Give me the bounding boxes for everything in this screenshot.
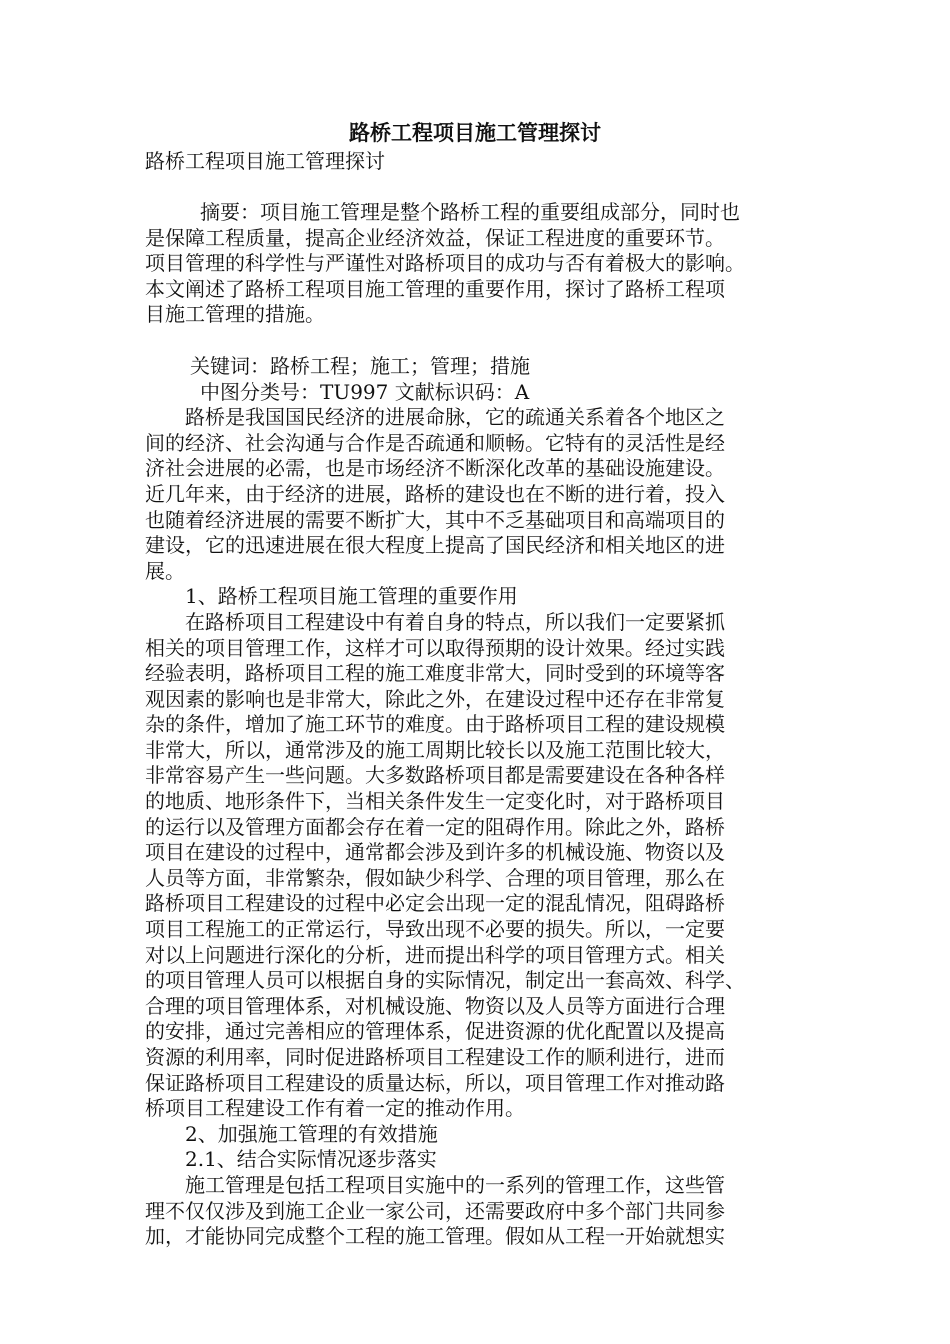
abstract-line: 摘要：项目施工管理是整个路桥工程的重要组成部分，同时也 xyxy=(200,200,740,224)
section1-paragraph xyxy=(145,610,805,1122)
section2-1-line: 施工管理是包括工程项目实施中的一系列的管理工作，这些管 xyxy=(185,1172,725,1197)
intro-line: 间的经济、社会沟通与合作是否疏通和顺畅。它特有的灵活性是经 xyxy=(145,430,725,455)
section1-line: 项目工程施工的正常运行，导致出现不必要的损失。所以，一定要 xyxy=(145,917,725,942)
classification-line: 中图分类号：TU997 文献标识码：A xyxy=(200,379,530,404)
intro-line: 建设，它的迅速进展在很大程度上提高了国民经济和相关地区的进 xyxy=(145,533,725,558)
intro-line: 路桥是我国国民经济的进展命脉，它的疏通关系着各个地区之 xyxy=(185,405,725,430)
section1-line: 路桥项目工程建设的过程中必定会出现一定的混乱情况，阻碍路桥 xyxy=(145,891,725,916)
section1-line: 项目在建设的过程中，通常都会涉及到许多的机械设施、物资以及 xyxy=(145,840,725,865)
abstract-line: 项目管理的科学性与严谨性对路桥项目的成功与否有着极大的影响。 xyxy=(145,251,745,276)
section1-line: 观因素的影响也是非常大，除此之外，在建设过程中还存在非常复 xyxy=(145,686,725,711)
section1-line: 的地质、地形条件下，当相关条件发生一定变化时，对于路桥项目 xyxy=(145,789,725,814)
section1-line: 保证路桥项目工程建设的质量达标，所以，项目管理工作对推动路 xyxy=(145,1070,725,1095)
section1-line: 非常大，所以，通常涉及的施工周期比较长以及施工范围比较大， xyxy=(145,737,725,762)
section1-line: 合理的项目管理体系，对机械设施、物资以及人员等方面进行合理 xyxy=(145,993,725,1018)
abstract-line: 本文阐述了路桥工程项目施工管理的重要作用，探讨了路桥工程项 xyxy=(145,276,725,301)
intro-line: 展。 xyxy=(145,558,185,583)
section1-heading: 1、路桥工程项目施工管理的重要作用 xyxy=(185,584,518,609)
section2-1-line: 理不仅仅涉及到施工企业一家公司，还需要政府中多个部门共同参 xyxy=(145,1198,725,1223)
section1-line: 相关的项目管理工作，这样才可以取得预期的设计效果。经过实践 xyxy=(145,635,725,660)
section2-1-line: 加，才能协同完成整个工程的施工管理。假如从工程一开始就想实 xyxy=(145,1224,725,1249)
document-page xyxy=(145,118,805,1250)
intro-paragraph xyxy=(145,405,805,584)
section1-line: 非常容易产生一些问题。大多数路桥项目都是需要建设在各种各样 xyxy=(145,763,725,788)
section1-line: 桥项目工程建设工作有着一定的推动作用。 xyxy=(145,1096,525,1121)
section1-line: 杂的条件，增加了施工环节的难度。由于路桥项目工程的建设规模 xyxy=(145,712,725,737)
section2-1-paragraph xyxy=(145,1173,805,1250)
section1-line: 的安排，通过完善相应的管理体系，促进资源的优化配置以及提高 xyxy=(145,1019,725,1044)
abstract-block xyxy=(145,200,805,328)
keywords-line: 关键词：路桥工程；施工；管理；措施 xyxy=(190,353,530,378)
abstract-line: 目施工管理的措施。 xyxy=(145,302,325,327)
section1-line: 的运行以及管理方面都会存在着一定的阻碍作用。除此之外，路桥 xyxy=(145,814,725,839)
section1-line: 资源的利用率，同时促进路桥项目工程建设工作的顺利进行，进而 xyxy=(145,1045,725,1069)
intro-line: 近几年来，由于经济的进展，路桥的建设也在不断的进行着，投入 xyxy=(145,481,725,506)
section1-line: 人员等方面，非常繁杂，假如缺少科学、合理的项目管理，那么在 xyxy=(145,865,725,890)
section1-line: 在路桥项目工程建设中有着自身的特点，所以我们一定要紧抓 xyxy=(185,609,725,634)
section1-line: 的项目管理人员可以根据自身的实际情况，制定出一套高效、科学、 xyxy=(145,968,745,993)
document-title: 路桥工程项目施工管理探讨 xyxy=(349,120,601,145)
abstract-line: 是保障工程质量，提高企业经济效益，保证工程进度的重要环节。 xyxy=(145,225,725,250)
section2-1-heading: 2.1、结合实际情况逐步落实 xyxy=(185,1147,437,1172)
section2-heading: 2、加强施工管理的有效措施 xyxy=(185,1121,438,1146)
intro-line: 也随着经济进展的需要不断扩大，其中不乏基础项目和高端项目的 xyxy=(145,507,725,532)
section1-line: 经验表明，路桥项目工程的施工难度非常大，同时受到的环境等客 xyxy=(145,661,725,686)
document-subtitle: 路桥工程项目施工管理探讨 xyxy=(145,149,385,173)
section1-line: 对以上问题进行深化的分析，进而提出科学的项目管理方式。相关 xyxy=(145,942,725,967)
intro-line: 济社会进展的必需，也是市场经济不断深化改革的基础设施建设。 xyxy=(145,456,725,481)
